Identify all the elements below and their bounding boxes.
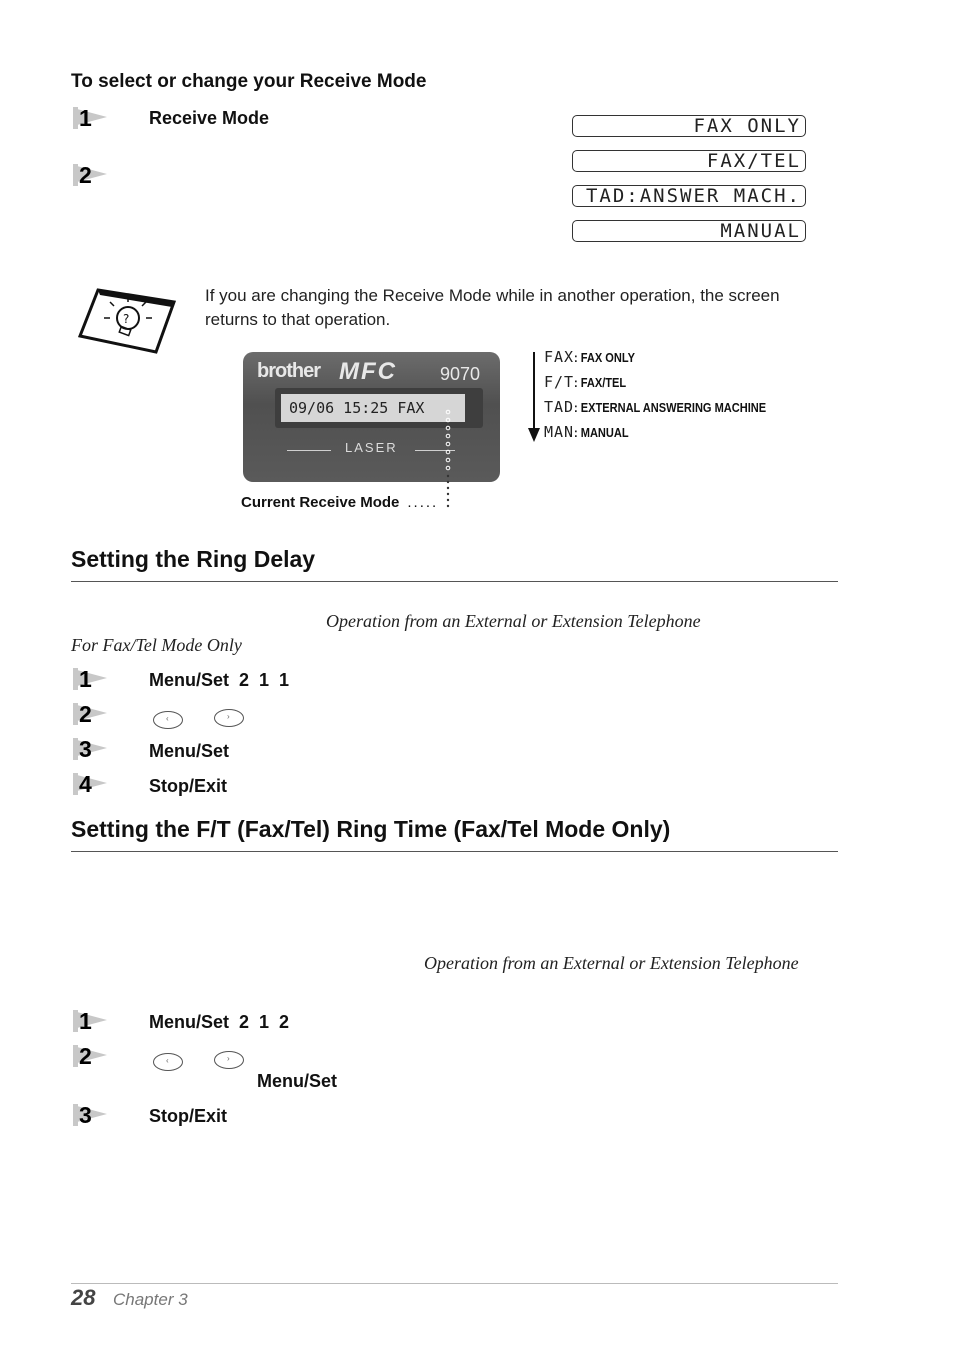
fax-tel-only-note: For Fax/Tel Mode Only [71,635,242,655]
brand-logo: brother [257,360,320,382]
right-arrow-key-icon: › [214,1051,244,1069]
receive-mode-heading: To select or change your Receive Mode [71,71,427,92]
ring-delay-heading: Setting the Ring Delay [71,546,316,572]
ext-phone-reference: Operation from an External or Extension Telephone [326,611,701,631]
footer-rule [71,1283,838,1284]
receive-mode-key: Receive Mode [149,108,270,128]
step-number-3: 3 [73,738,113,760]
step-number-2: 2 [73,164,113,186]
ft-ring-time-heading: Setting the F/T (Fax/Tel) Ring Time (Fax/Tel Mode Only) [71,816,671,842]
menu-set-key: Menu/Set [149,741,230,761]
section-rule [71,581,838,582]
menu-set-212-key: Menu/Set 2 1 2 [149,1012,290,1032]
legend-item-tad: TAD: EXTERNAL ANSWERING MACHINE [544,398,767,416]
menu-set-key: Menu/Set [257,1071,338,1091]
step-number-3: 3 [73,1104,113,1126]
model-logo: MFC [339,358,397,385]
legend-item-man: MAN: MANUAL [544,423,629,441]
down-arrow-icon [528,352,540,444]
stop-exit-key: Stop/Exit [149,776,228,796]
step-number-1: 1 [73,668,113,690]
step-number-1: 1 [73,107,113,129]
step-number-2: 2 [73,703,113,725]
step-number-2: 2 [73,1045,113,1067]
lcd-display: 09/06 15:25 FAX [281,394,465,422]
chapter-label: Chapter 3 [113,1290,188,1309]
lcd-option-tad: TAD:ANSWER MACH. [572,185,806,207]
laser-label: LASER [345,440,398,455]
left-arrow-key-icon: ‹ [153,1053,183,1071]
stop-exit-key: Stop/Exit [149,1106,228,1126]
lcd-option-fax-only: FAX ONLY [572,115,806,137]
step-number-4: 4 [73,773,113,795]
menu-set-211-key: Menu/Set 2 1 1 [149,670,290,690]
svg-text:?: ? [123,312,130,326]
page-number: 28 [71,1285,96,1310]
divider [287,450,331,451]
lcd-option-fax-tel: FAX/TEL [572,150,806,172]
lcd-option-manual: MANUAL [572,220,806,242]
legend-item-fax: FAX: FAX ONLY [544,348,636,366]
section-rule [71,851,838,852]
model-number: 9070 [440,364,481,384]
dotted-leader [443,408,455,510]
ext-phone-reference: Operation from an External or Extension Telephone [424,953,799,973]
current-receive-mode-caption: Current Receive Mode ..... [241,494,439,511]
legend-item-ft: F/T: FAX/TEL [544,373,627,391]
fax-device-panel [243,352,500,482]
right-arrow-key-icon: › [214,709,244,727]
step-number-1: 1 [73,1010,113,1032]
left-arrow-key-icon: ‹ [153,711,183,729]
note-text: If you are changing the Receive Mode while in another operation, the screen returns to that operation. [205,286,780,329]
lightbulb-note-icon [76,284,176,356]
